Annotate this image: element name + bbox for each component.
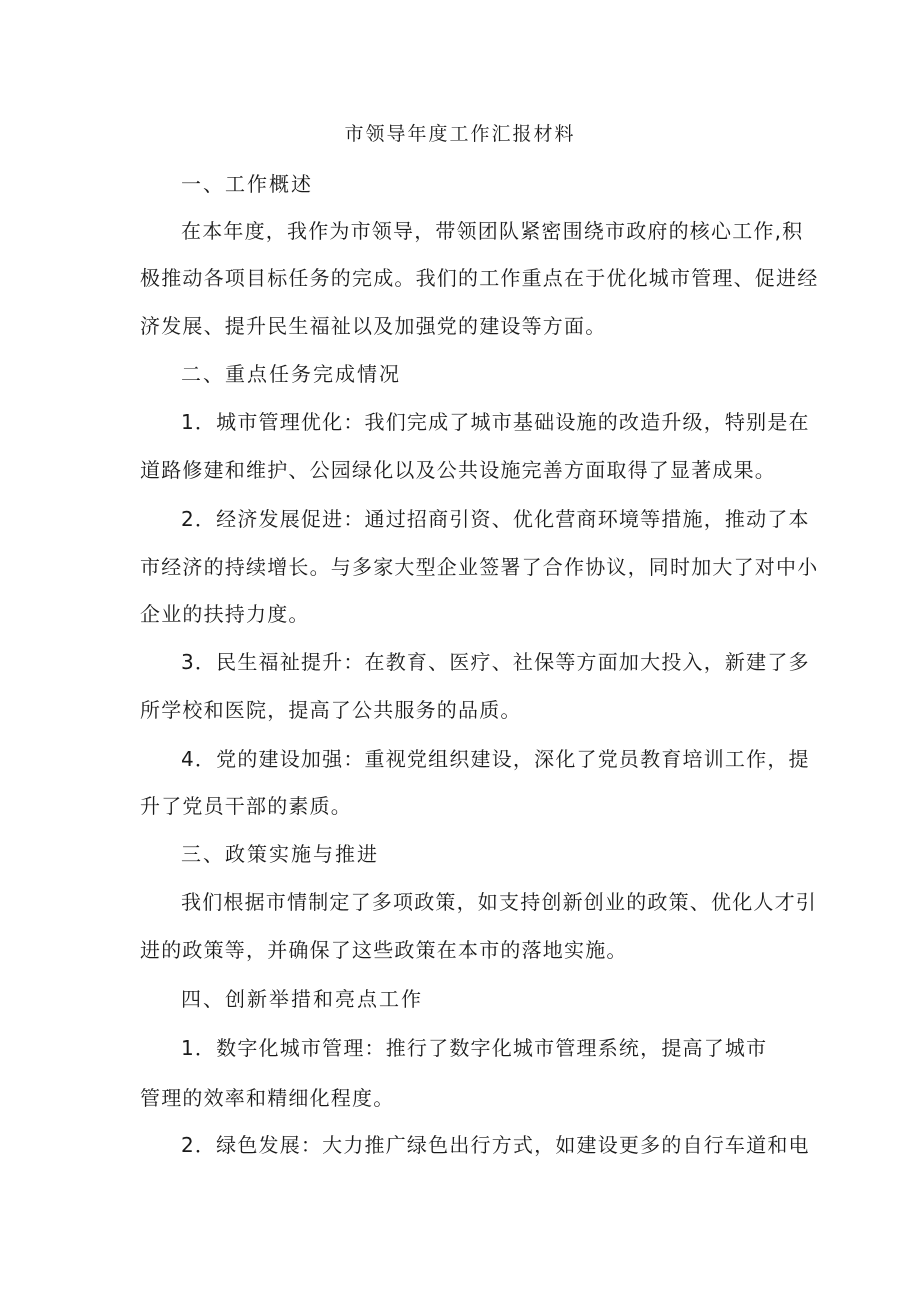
- list-item-line: 所学校和医院，提高了公共服务的品质。: [140, 698, 522, 722]
- section-heading-policy: 三、政策实施与推进: [181, 842, 379, 866]
- section-heading-overview: 一、工作概述: [181, 172, 313, 196]
- paragraph-line: 极推动各项目标任务的完成。我们的工作重点在于优化城市管理、促进经: [140, 266, 819, 290]
- list-item-line: 道路修建和维护、公园绿化以及公共设施完善方面取得了显著成果。: [140, 458, 776, 482]
- section-heading-key-tasks: 二、重点任务完成情况: [181, 362, 401, 386]
- paragraph-line: 进的政策等，并确保了这些政策在本市的落地实施。: [140, 938, 628, 962]
- document-title: 市领导年度工作汇报材料: [344, 123, 576, 145]
- list-item-line: 2．经济发展促进：通过招商引资、优化营商环境等措施，推动了本: [181, 507, 810, 531]
- list-item-line: 市经济的持续增长。与多家大型企业签署了合作协议，同时加大了对中小: [140, 555, 819, 579]
- paragraph-line: 济发展、提升民生福祉以及加强党的建设等方面。: [140, 314, 607, 338]
- list-item-line: 1．城市管理优化：我们完成了城市基础设施的改造升级，特别是在: [181, 410, 810, 434]
- list-item-line: 管理的效率和精细化程度。: [140, 1086, 395, 1110]
- list-item-line: 企业的扶持力度。: [140, 602, 310, 626]
- paragraph-line: 我们根据市情制定了多项政策，如支持创新创业的政策、优化人才引: [181, 890, 817, 914]
- paragraph-line: 在本年度，我作为市领导，带领团队紧密围绕市政府的核心工作,积: [181, 219, 804, 243]
- list-item-line: 升了党员干部的素质。: [140, 794, 352, 818]
- list-item-line: 3．民生福祉提升：在教育、医疗、社保等方面加大投入，新建了多: [181, 650, 810, 674]
- section-heading-innovation: 四、创新举措和亮点工作: [181, 987, 423, 1011]
- list-item-line: 1．数字化城市管理：推行了数字化城市管理系统，提高了城市: [181, 1036, 768, 1060]
- list-item-line: 4．党的建设加强：重视党组织建设，深化了党员教育培训工作，提: [181, 747, 810, 771]
- list-item-line: 2．绿色发展：大力推广绿色出行方式，如建设更多的自行车道和电: [181, 1133, 810, 1157]
